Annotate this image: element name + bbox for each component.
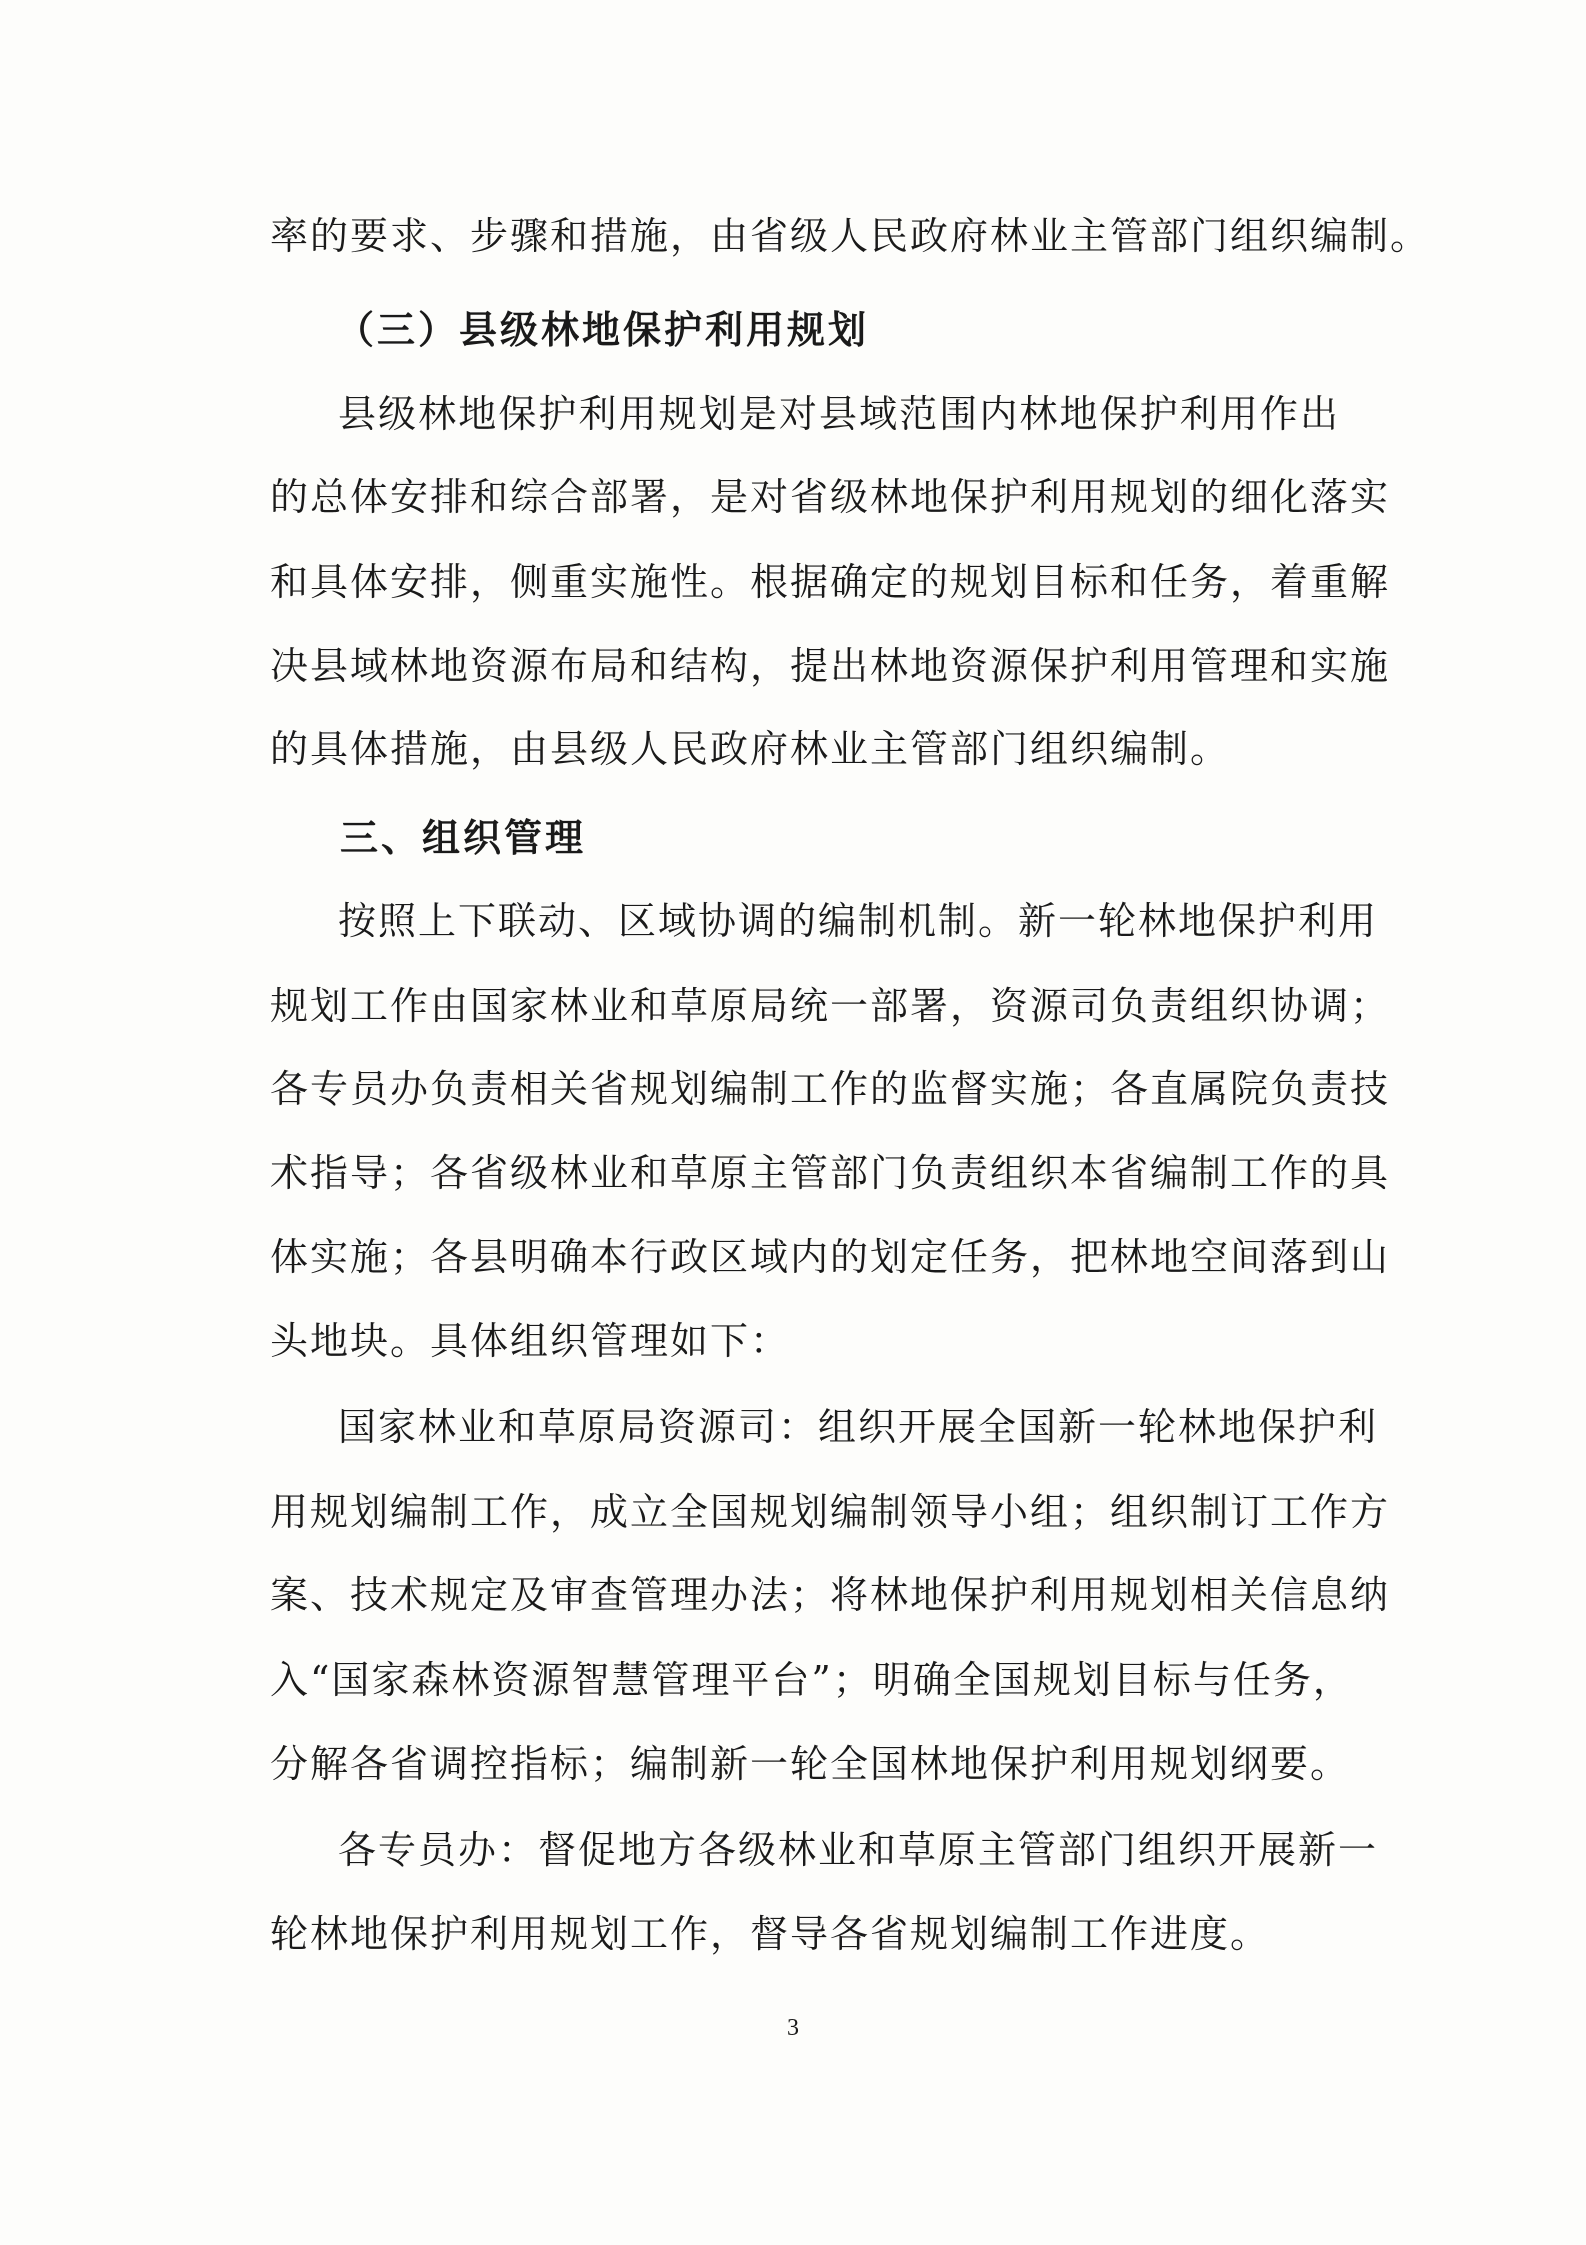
body-line: 率的要求、步骤和措施，由省级人民政府林业主管部门组织编制。	[270, 214, 1431, 258]
body-line: 用规划编制工作，成立全国规划编制领导小组；组织制订工作方	[270, 1490, 1391, 1534]
body-line: 入“国家森林资源智慧管理平台”；明确全国规划目标与任务，	[270, 1658, 1353, 1702]
body-line: 决县域林地资源布局和结构，提出林地资源保护利用管理和实施	[270, 644, 1391, 688]
body-line: 国家林业和草原局资源司：组织开展全国新一轮林地保护利	[338, 1405, 1379, 1449]
body-line: 分解各省调控指标；编制新一轮全国林地保护利用规划纲要。	[270, 1742, 1351, 1786]
body-line: 术指导；各省级林业和草原主管部门负责组织本省编制工作的具	[270, 1151, 1391, 1195]
body-line: 案、技术规定及审查管理办法；将林地保护利用规划相关信息纳	[270, 1573, 1391, 1617]
body-line: 规划工作由国家林业和草原局统一部署，资源司负责组织协调；	[270, 984, 1391, 1028]
page-number: 3	[787, 2015, 799, 2041]
body-line: 轮林地保护利用规划工作，督导各省规划编制工作进度。	[270, 1912, 1271, 1956]
body-line: 的具体措施，由县级人民政府林业主管部门组织编制。	[270, 727, 1231, 771]
body-line: 头地块。具体组织管理如下：	[270, 1319, 791, 1363]
body-line: 各专员办负责相关省规划编制工作的监督实施；各直属院负责技	[270, 1067, 1391, 1111]
body-line: 各专员办：督促地方各级林业和草原主管部门组织开展新一	[338, 1828, 1379, 1872]
body-line: 体实施；各县明确本行政区域内的划定任务，把林地空间落到山	[270, 1235, 1391, 1279]
body-line: 按照上下联动、区域协调的编制机制。新一轮林地保护利用	[338, 899, 1379, 943]
body-line: 县级林地保护利用规划是对县域范围内林地保护利用作出	[338, 392, 1340, 436]
section-heading-organization: 三、组织管理	[340, 816, 587, 860]
subheading-county-plan: （三）县级林地保护利用规划	[336, 308, 870, 352]
body-line: 和具体安排，侧重实施性。根据确定的规划目标和任务，着重解	[270, 560, 1391, 604]
body-line: 的总体安排和综合部署，是对省级林地保护利用规划的细化落实	[270, 475, 1391, 519]
